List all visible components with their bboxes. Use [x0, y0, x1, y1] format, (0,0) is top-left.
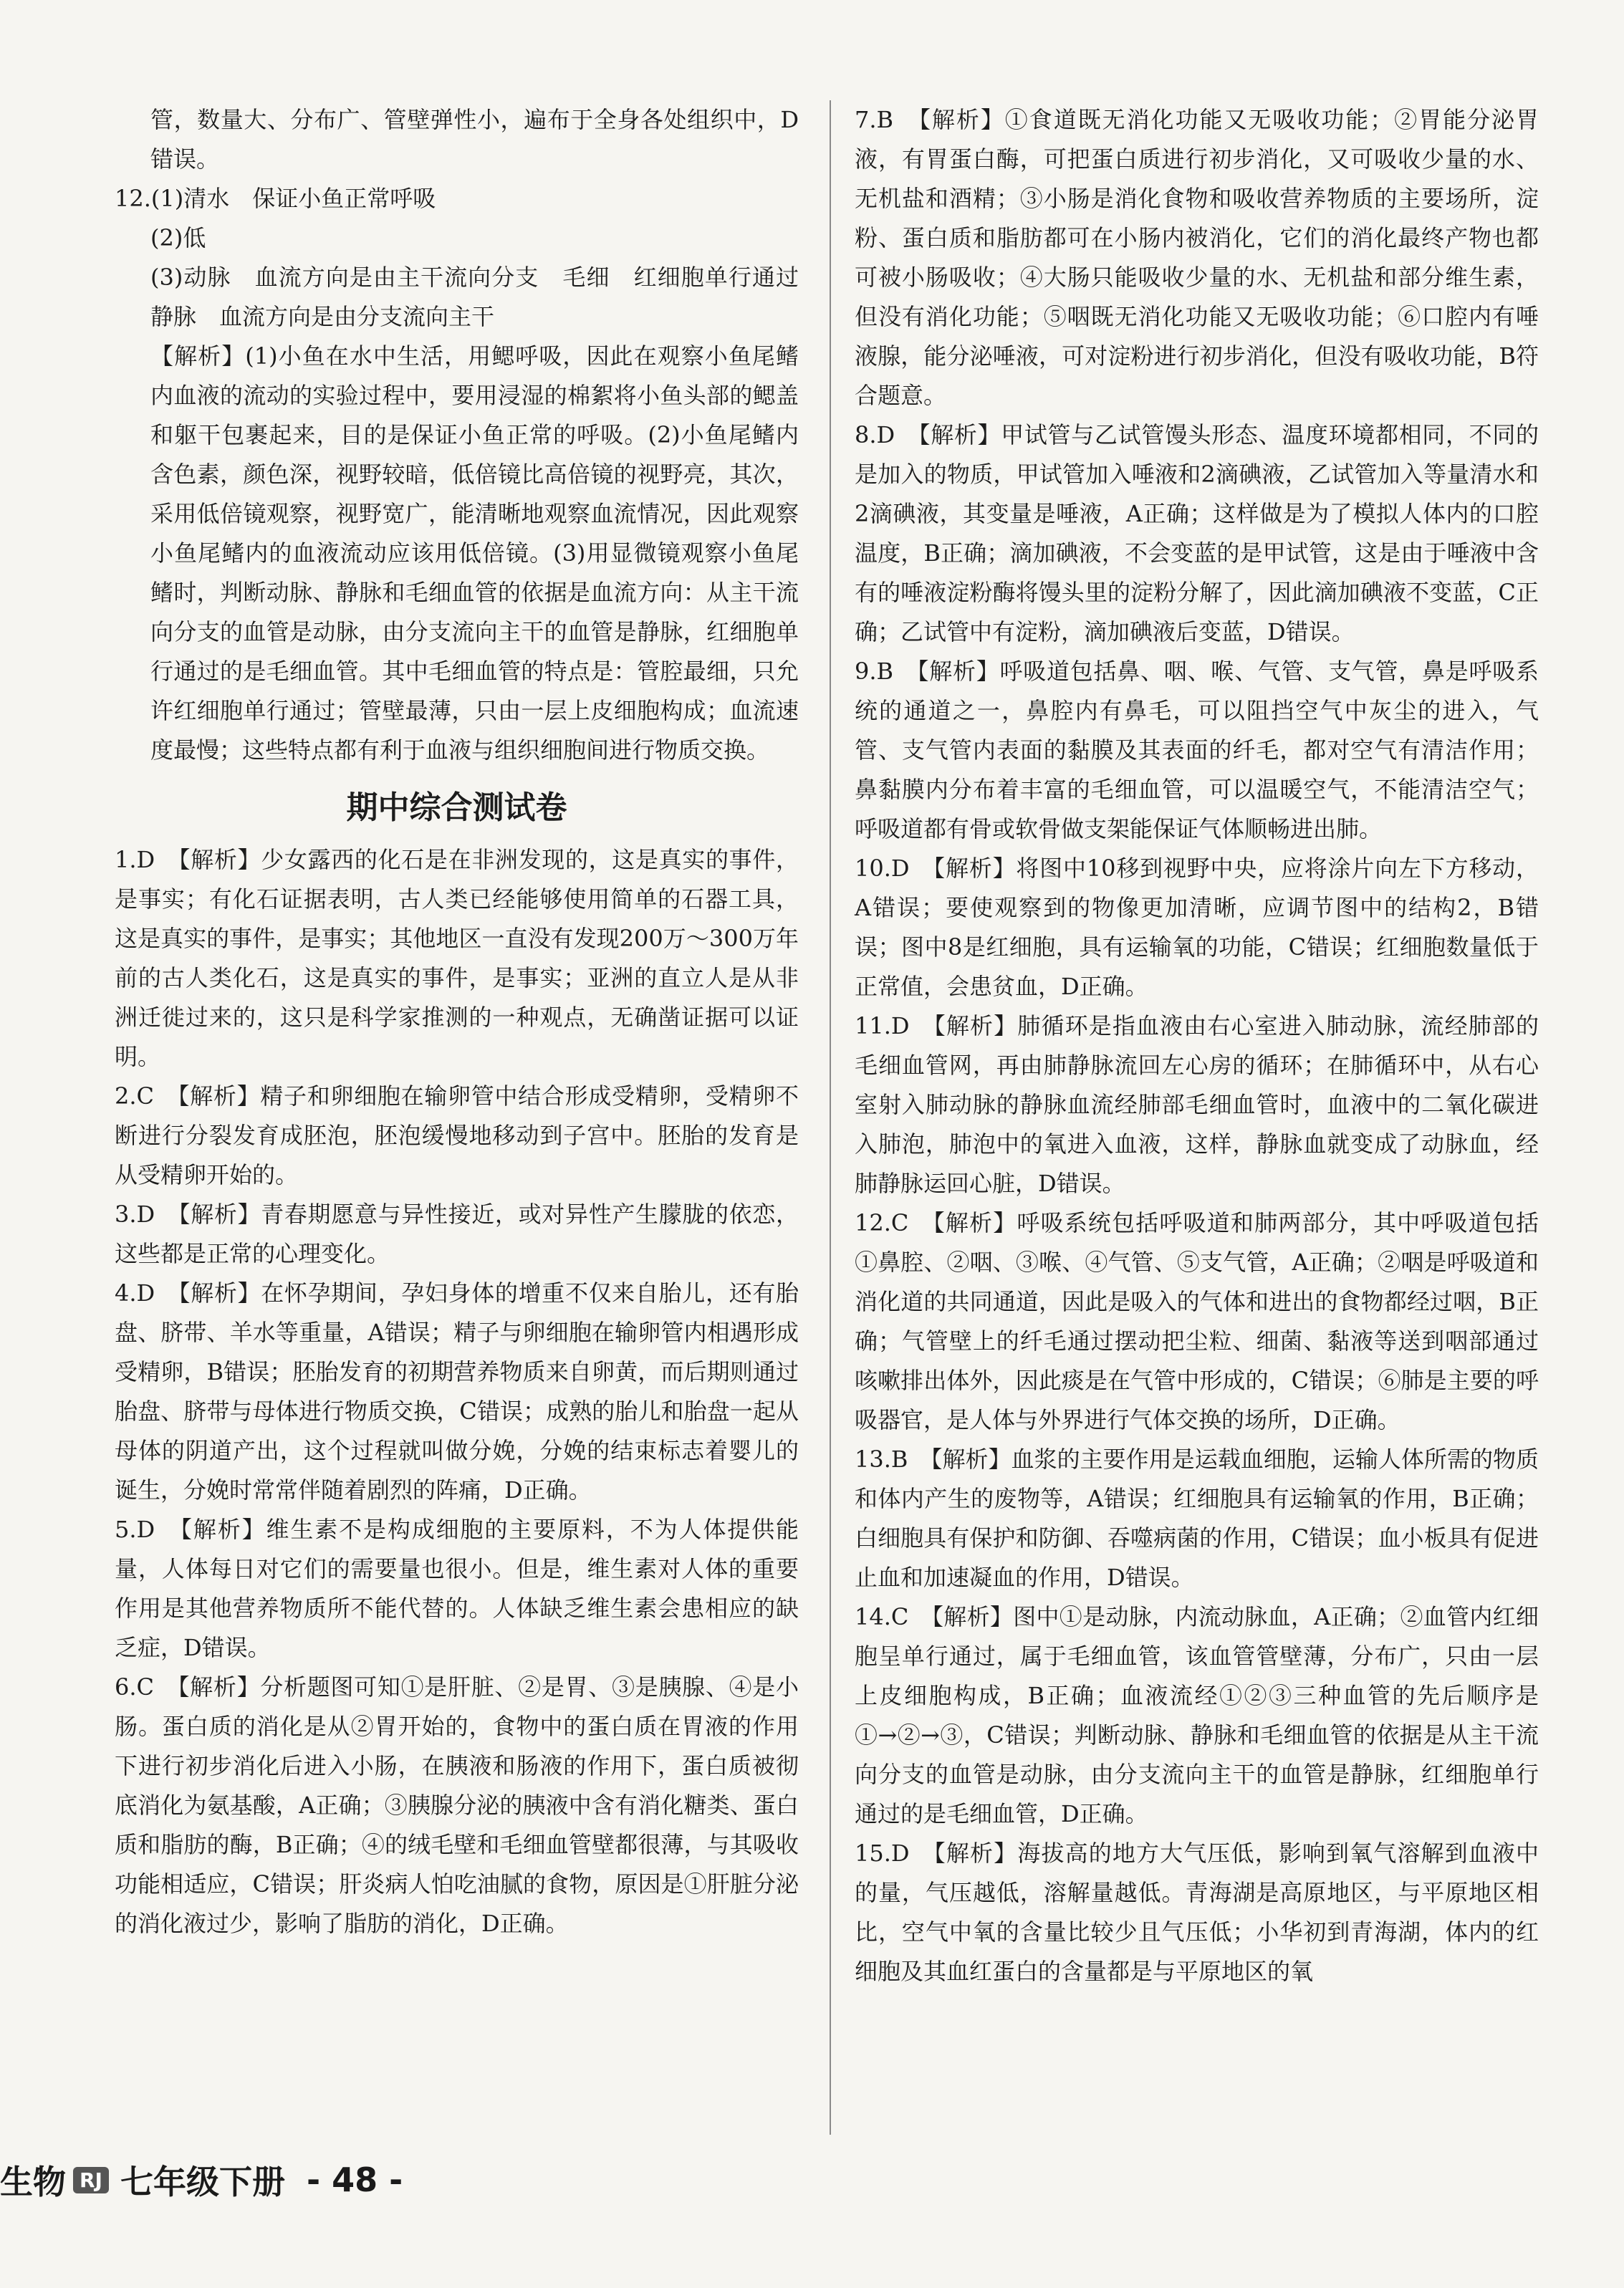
answer-item-2: 2.C 【解析】精子和卵细胞在输卵管中结合形成受精卵，受精卵不断进行分裂发育成胚泡，胚泡缓慢地移动到子宫中。胚胎的发育是从受精卵开始的。	[115, 1082, 799, 1188]
answer-item-14: 14.C 【解析】图中①是动脉，内流动脉血，A正确；②血管内红细胞呈单行通过，属于毛细血管，该血管管壁薄，分布广，只由一层上皮细胞构成，B正确；血液流经①②③三种血管的先后顺序是①→②→③，C错误；判断动脉、静脉和毛细血管的依据是从主干流向分支的血管是动脉，由分支流向主干的血管是静脉，红细胞单行通过的是毛细血管，D正确。	[855, 1603, 1539, 1827]
left-column	[115, 100, 822, 1943]
page-footer	[0, 2155, 403, 2205]
answer-item-4: 4.D 【解析】在怀孕期间，孕妇身体的增重不仅来自胎儿，还有胎盘、脐带、羊水等重量，A错误；精子与卵细胞在输卵管内相遇形成受精卵，B错误；胚胎发育的初期营养物质来自卵黄，而后期则通过胎盘、脐带与母体进行物质交换，C错误；成熟的胎儿和胎盘一起从母体的阴道产出，这个过程就叫做分娩，分娩的结束标志着婴儿的诞生，分娩时常常伴随着剧烈的阵痛，D正确。	[115, 1279, 799, 1504]
answer-item-1: 1.D 【解析】少女露西的化石是在非洲发现的，这是真实的事件，是事实；有化石证据表明，古人类已经能够使用简单的石器工具，这是真实的事件，是事实；其他地区一直没有发现200万～300万年前的古人类化石，这是真实的事件，是事实；亚洲的直立人是从非洲迁徙过来的，这只是科学家推测的一种观点，无确凿证据可以证明。	[115, 846, 799, 1070]
answer-item-15: 15.D 【解析】海拔高的地方大气压低，影响到氧气溶解到血液中的量，气压越低，溶解量越低。青海湖是高原地区，与平原地区相比，空气中氧的含量比较少且气压低；小华初到青海湖，体内的红细胞及其血红蛋白的含量都是与平原地区的氧	[855, 1840, 1539, 1985]
answer-item-12: 12.C 【解析】呼吸系统包括呼吸道和肺两部分，其中呼吸道包括①鼻腔、②咽、③喉、④气管、⑤支气管，A正确；②咽是呼吸道和消化道的共同通道，因此是吸入的气体和进出的食物都经过咽，B正确；气管壁上的纤毛通过摆动把尘粒、细菌、黏液等送到咽部通过咳嗽排出体外，因此痰是在气管中形成的，C错误；⑥肺是主要的呼吸器官，是人体与外界进行气体交换的场所，D正确。	[855, 1209, 1539, 1433]
right-column	[855, 100, 1539, 1991]
answer-item-10: 10.D 【解析】将图中10移到视野中央，应将涂片向左下方移动，A错误；要使观察到的物像更加清晰，应调节图中的结构2，B错误；图中8是红细胞，具有运输氧的功能，C错误；红细胞数量低于正常值，会患贫血，D正确。	[855, 855, 1539, 1000]
answer-item-9: 9.B 【解析】呼吸道包括鼻、咽、喉、气管、支气管，鼻是呼吸系统的通道之一，鼻腔内有鼻毛，可以阻挡空气中灰尘的进入，气管、支气管内表面的黏膜及其表面的纤毛，都对空气有清洁作用；鼻黏膜内分布着丰富的毛细血管，可以温暖空气，不能清洁空气；呼吸道都有骨或软骨做支架能保证气体顺畅进出肺。	[855, 658, 1539, 842]
answer-item-6: 6.C 【解析】分析题图可知①是肝脏、②是胃、③是胰腺、④是小肠。蛋白质的消化是从②胃开始的，食物中的蛋白质在胃液的作用下进行初步消化后进入小肠，在胰液和肠液的作用下，蛋白质被彻底消化为氨基酸，A正确；③胰腺分泌的胰液中含有消化糖类、蛋白质和脂肪的酶，B正确；④的绒毛壁和毛细血管壁都很薄，与其吸收功能相适应，C错误；肝炎病人怕吃油腻的食物，原因是①肝脏分泌的消化液过少，影响了脂肪的消化，D正确。	[115, 1673, 799, 1937]
column-divider	[830, 100, 831, 2135]
answer-item-11: 11.D 【解析】肺循环是指血液由右心室进入肺动脉，流经肺部的毛细血管网，再由肺静脉流回左心房的循环；在肺循环中，从右心室射入肺动脉的静脉血流经肺部毛细血管时，血液中的二氧化碳进入肺泡，肺泡中的氧进入血液，这样，静脉血就变成了动脉血，经肺静脉运回心脏，D错误。	[855, 1012, 1539, 1197]
answer-item-3: 3.D 【解析】青春期愿意与异性接近，或对异性产生朦胧的依恋，这些都是正常的心理变化。	[115, 1201, 799, 1267]
section-title: 期中综合测试卷	[346, 789, 567, 826]
answer-item-13: 13.B 【解析】血浆的主要作用是运载血细胞，运输人体所需的物质和体内产生的废物等，A错误；红细胞具有运输氧的作用，B正确；白细胞具有保护和防御、吞噬病菌的作用，C错误；血小板具有促进止血和加速凝血的作用，D错误。	[855, 1446, 1539, 1591]
answer-12-part-2: (2)低	[150, 224, 206, 251]
answer-item-5: 5.D 【解析】维生素不是构成细胞的主要原料，不为人体提供能量，人体每日对它们的需要量也很小。但是，维生素对人体的重要作用是其他营养物质所不能代替的。人体缺乏维生素会患相应的缺乏症，D错误。	[115, 1516, 799, 1661]
answer-12-part-3: (3)动脉 血流方向是由主干流向分支 毛细 红细胞单行通过 静脉 血流方向是由分支流向主干	[150, 264, 822, 330]
answer-item-8: 8.D 【解析】甲试管与乙试管馒头形态、温度环境都相同，不同的是加入的物质，甲试管加入唾液和2滴碘液，乙试管加入等量清水和2滴碘液，其变量是唾液，A正确；这样做是为了模拟人体内的口腔温度，B正确；滴加碘液，不会变蓝的是甲试管，这是由于唾液中含有的唾液淀粉酶将馒头里的淀粉分解了，因此滴加碘液不变蓝，C正确；乙试管中有淀粉，滴加碘液后变蓝，D错误。	[855, 421, 1539, 645]
answer-item-7: 7.B 【解析】①食道既无消化功能又无吸收功能；②胃能分泌胃液，有胃蛋白酶，可把蛋白质进行初步消化，又可吸收少量的水、无机盐和酒精；③小肠是消化食物和吸收营养物质的主要场所，淀粉、蛋白质和脂肪都可在小肠内被消化，它们的消化最终产物也都可被小肠吸收；④大肠只能吸收少量的水、无机盐和部分维生素，但没有消化功能；⑤咽既无消化功能又无吸收功能；⑥口腔内有唾液腺，能分泌唾液，可对淀粉进行初步消化，但没有吸收功能，B符合题意。	[855, 106, 1539, 409]
footer-grade: 七年级下册	[120, 2163, 285, 2201]
answer-12-analysis: 【解析】(1)小鱼在水中生活，用鳃呼吸，因此在观察小鱼尾鳍内血液的流动的实验过程中，要用浸湿的棉絮将小鱼头部的鳃盖和躯干包裹起来，目的是保证小鱼正常的呼吸。(2)小鱼尾鳍内含色素，颜色深，视野较暗，低倍镜比高倍镜的视野亮，其次，采用低倍镜观察，视野宽广，能清晰地观察血流情况，因此观察小鱼尾鳍内的血液流动应该用低倍镜。(3)用显微镜观察小鱼尾鳍时，判断动脉、静脉和毛细血管的依据是血流方向：从主干流向分支的血管是动脉，由分支流向主干的血管是静脉，红细胞单行通过的是毛细血管。其中毛细血管的特点是：管腔最细，只允许红细胞单行通过；管壁最薄，只由一层上皮细胞构成；血流速度最慢；这些特点都有利于血液与组织细胞间进行物质交换。	[150, 342, 799, 764]
continued-paragraph: 管，数量大、分布广、管壁弹性小，遍布于全身各处组织中，D错误。	[150, 106, 799, 173]
edition-badge: RJ	[73, 2167, 109, 2193]
page-number: - 48 -	[306, 2160, 403, 2199]
footer-subject: 生物	[0, 2163, 66, 2201]
answer-12-part-1: 12.(1)清水 保证小鱼正常呼吸	[115, 185, 436, 212]
